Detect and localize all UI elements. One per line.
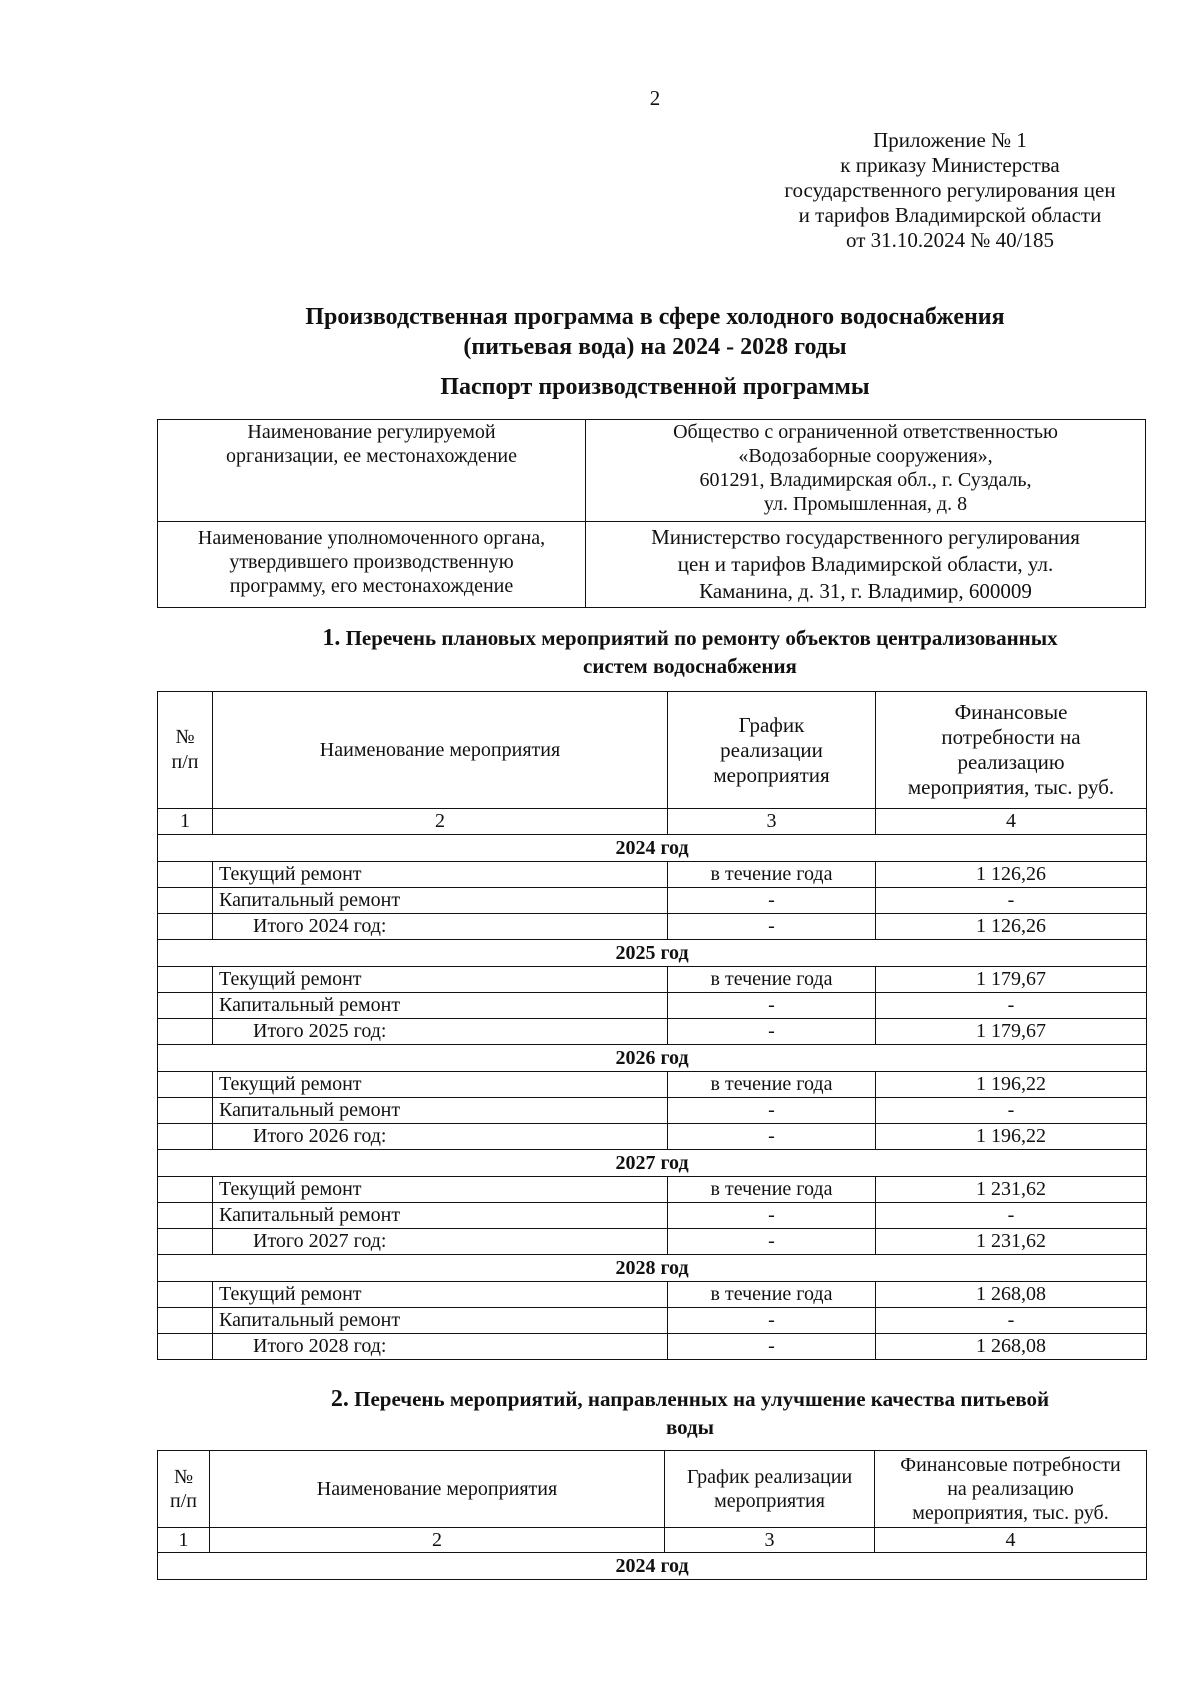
cell-line: Министерство государственного регулирования [651, 525, 1080, 549]
passport-title: Паспорт производственной программы [440, 374, 870, 400]
activity-name: Текущий ремонт [213, 1177, 668, 1203]
section-title-line: Перечень плановых мероприятий по ремонту объектов централизованных [345, 626, 1058, 650]
activity-name: Итого 2027 год: [213, 1229, 668, 1255]
table-row [158, 967, 1147, 993]
activity-name: Итого 2024 год: [213, 914, 668, 940]
table-row [158, 1072, 1147, 1098]
header-finance: Финансовые потребности на реализацию мероприятия, тыс. руб. [876, 692, 1147, 809]
activity-schedule: - [668, 1229, 876, 1255]
column-number: 1 [158, 1528, 210, 1553]
activity-amount: - [876, 1308, 1147, 1334]
table-row [158, 1019, 1147, 1045]
activity-name: Капитальный ремонт [213, 888, 668, 914]
table-row [158, 888, 1147, 914]
column-number: 3 [668, 809, 876, 835]
activity-schedule: - [668, 1308, 876, 1334]
section-title-line: Перечень мероприятий, направленных на улучшение качества питьевой [354, 1387, 1050, 1411]
table-row [158, 1203, 1147, 1229]
header-num: № п/п [158, 1451, 210, 1528]
table-header-row [158, 692, 1147, 809]
activity-schedule: - [668, 914, 876, 940]
year-label: 2027 год [158, 1150, 1147, 1177]
header-name: Наименование мероприятия [213, 692, 668, 809]
appendix-line: и тарифов Владимирской области [798, 203, 1102, 227]
activity-amount: 1 179,67 [876, 1019, 1147, 1045]
table-row [158, 862, 1147, 888]
table-row [158, 1098, 1147, 1124]
column-number-row [158, 1528, 1147, 1553]
page-number: 2 [649, 86, 661, 110]
activity-name: Итого 2025 год: [213, 1019, 668, 1045]
table-row [158, 1282, 1147, 1308]
header-schedule: График реализации мероприятия [665, 1451, 875, 1528]
activity-schedule: - [668, 1124, 876, 1150]
activity-schedule: - [668, 1098, 876, 1124]
activity-amount: - [876, 1203, 1147, 1229]
cell-line: утвердившего производственную [229, 551, 514, 573]
column-number: 3 [665, 1528, 875, 1553]
table-row [158, 914, 1147, 940]
cell-line: 601291, Владимирская обл., г. Суздаль, [699, 469, 1032, 491]
activity-schedule: - [668, 888, 876, 914]
year-row [158, 1255, 1147, 1282]
activity-name: Текущий ремонт [213, 1282, 668, 1308]
table-row [158, 993, 1147, 1019]
column-number: 1 [158, 809, 213, 835]
column-number-row [158, 809, 1147, 835]
cell-line: Каманина, д. 31, г. Владимир, 600009 [699, 579, 1032, 603]
activity-amount: 1 231,62 [876, 1229, 1147, 1255]
year-row [158, 1045, 1147, 1072]
cell-line: организации, ее местонахождение [226, 445, 517, 467]
section-title-line: систем водоснабжения [583, 654, 797, 678]
cell-line: Наименование регулируемой [247, 421, 496, 443]
column-number: 4 [875, 1528, 1147, 1553]
table-row [158, 1124, 1147, 1150]
header-num: № п/п [158, 692, 213, 809]
passport-label-cell [158, 420, 586, 522]
activity-amount: - [876, 993, 1147, 1019]
appendix-line: к приказу Министерства [840, 153, 1060, 177]
activity-name: Капитальный ремонт [213, 1203, 668, 1229]
year-label: 2024 год [158, 835, 1147, 862]
appendix-line: Приложение № 1 [873, 128, 1027, 152]
repair-activities-table [157, 691, 1147, 1360]
table-row [158, 1229, 1147, 1255]
cell-line: ул. Промышленная, д. 8 [763, 493, 968, 515]
passport-label-cell [158, 522, 586, 608]
activity-amount: 1 196,22 [876, 1124, 1147, 1150]
appendix-line: государственного регулирования цен [784, 178, 1116, 202]
activity-name: Текущий ремонт [213, 967, 668, 993]
year-row [158, 1150, 1147, 1177]
year-row [158, 940, 1147, 967]
activity-name: Капитальный ремонт [213, 1308, 668, 1334]
table-row [158, 1334, 1147, 1360]
water-quality-activities-table [157, 1450, 1147, 1580]
activity-amount: 1 231,62 [876, 1177, 1147, 1203]
activity-name: Капитальный ремонт [213, 993, 668, 1019]
activity-name: Текущий ремонт [213, 862, 668, 888]
document-title [150, 302, 1160, 362]
activity-amount: - [876, 1098, 1147, 1124]
activity-schedule: - [668, 993, 876, 1019]
year-row [158, 1553, 1147, 1580]
cell-line: Общество с ограниченной ответственностью [673, 421, 1058, 443]
column-number: 2 [213, 809, 668, 835]
activity-name: Итого 2026 год: [213, 1124, 668, 1150]
passport-row [158, 522, 1146, 608]
year-label: 2026 год [158, 1045, 1147, 1072]
activity-schedule: - [668, 1334, 876, 1360]
cell-line: Наименование уполномоченного органа, [197, 527, 546, 549]
year-label: 2028 год [158, 1255, 1147, 1282]
header-name: Наименование мероприятия [210, 1451, 665, 1528]
table-row [158, 1177, 1147, 1203]
passport-row [158, 420, 1146, 522]
activity-amount: - [876, 888, 1147, 914]
section2-title [240, 1385, 1140, 1441]
section1-title [240, 624, 1140, 680]
header-finance: Финансовые потребности на реализацию мероприятия, тыс. руб. [875, 1451, 1147, 1528]
activity-amount: 1 126,26 [876, 914, 1147, 940]
appendix-line: от 31.10.2024 № 40/185 [845, 228, 1055, 252]
column-number: 4 [876, 809, 1147, 835]
table-row [158, 1308, 1147, 1334]
activity-amount: 1 268,08 [876, 1282, 1147, 1308]
activity-name: Итого 2028 год: [213, 1334, 668, 1360]
activity-schedule: - [668, 1203, 876, 1229]
passport-value-cell [586, 420, 1146, 522]
year-label: 2025 год [158, 940, 1147, 967]
activity-schedule: в течение года [668, 1072, 876, 1098]
cell-line: цен и тарифов Владимирской области, ул. [677, 552, 1054, 576]
activity-schedule: в течение года [668, 862, 876, 888]
cell-line: «Водозаборные сооружения», [738, 445, 993, 467]
passport-value-cell [586, 522, 1146, 608]
activity-amount: 1 126,26 [876, 862, 1147, 888]
section-title-line: воды [665, 1415, 715, 1439]
appendix-block [720, 128, 1180, 253]
activity-amount: 1 268,08 [876, 1334, 1147, 1360]
header-schedule: График реализации мероприятия [668, 692, 876, 809]
activity-schedule: в течение года [668, 1282, 876, 1308]
activity-name: Текущий ремонт [213, 1072, 668, 1098]
column-number: 2 [210, 1528, 665, 1553]
year-row [158, 835, 1147, 862]
activity-schedule: - [668, 1019, 876, 1045]
section-number: 2. [330, 1386, 349, 1412]
passport-table [157, 419, 1146, 608]
activity-amount: 1 196,22 [876, 1072, 1147, 1098]
cell-line: программу, его местонахождение [229, 575, 514, 597]
activity-name: Капитальный ремонт [213, 1098, 668, 1124]
document-title-line: (питьевая вода) на 2024 - 2028 годы [463, 334, 847, 360]
year-label: 2024 год [158, 1553, 1147, 1580]
table-header-row [158, 1451, 1147, 1528]
section-number: 1. [322, 625, 341, 651]
document-title-line: Производственная программа в сфере холодного водоснабжения [305, 304, 1005, 330]
activity-amount: 1 179,67 [876, 967, 1147, 993]
activity-schedule: в течение года [668, 1177, 876, 1203]
activity-schedule: в течение года [668, 967, 876, 993]
